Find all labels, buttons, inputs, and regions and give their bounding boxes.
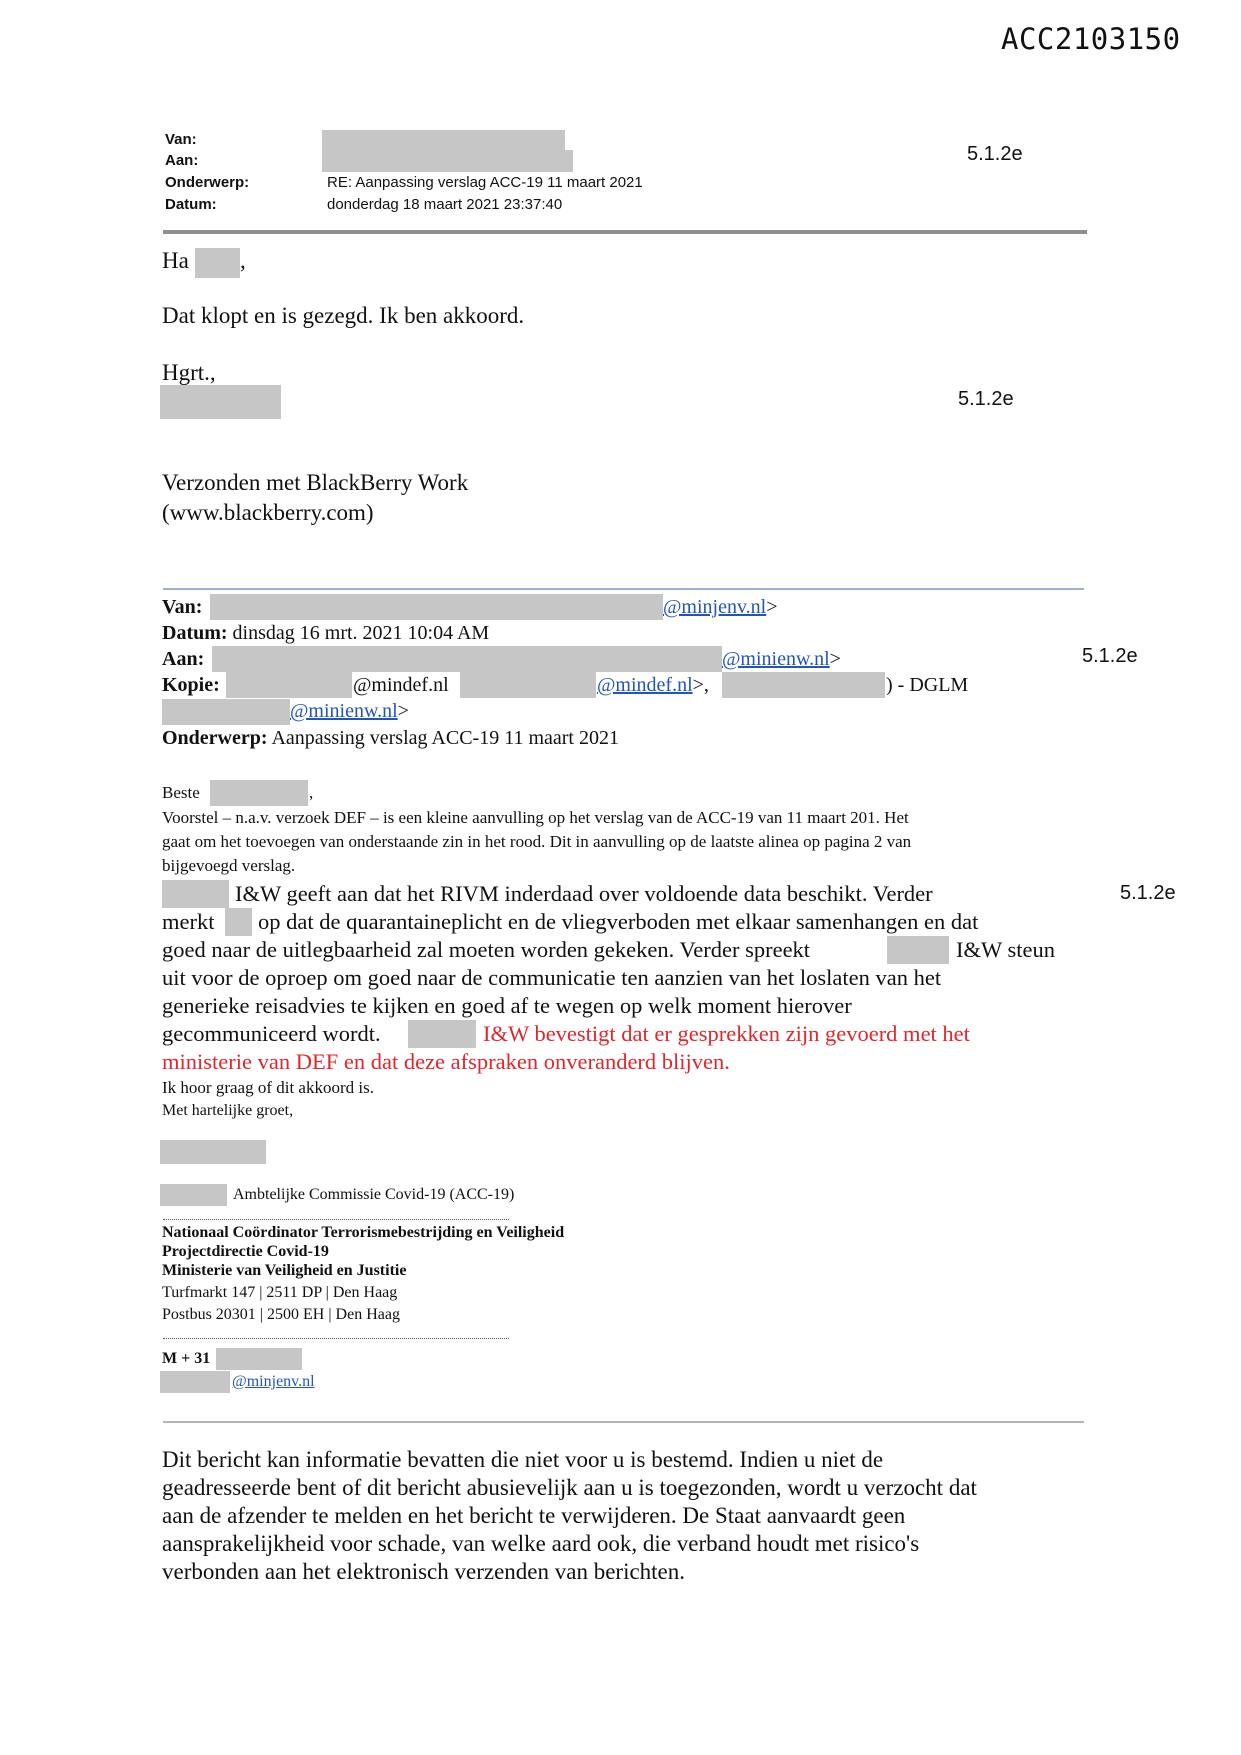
email2-cc-address2[interactable]: @mindef.nl>, — [597, 674, 709, 696]
email2-from-domain[interactable]: @minjenv.nl — [663, 596, 767, 618]
signature-role: Ambtelijke Commissie Covid-19 (ACC-19) — [233, 1186, 515, 1203]
email1-body: Dat klopt en is gezegd. Ik ben akkoord. — [162, 303, 525, 328]
disclaimer-line3: aan de afzender te melden en het bericht te verwijderen. De Staat aanvaardt geen — [162, 1503, 906, 1528]
signature-postbus: Postbus 20301 | 2500 EH | Den Haag — [162, 1306, 400, 1323]
disclaimer-divider — [163, 1421, 1084, 1423]
email2-intro-line1: Voorstel – n.a.v. verzoek DEF – is een kleine aanvulling op het verslag van de ACC-19 van 11 maart 201. Het — [162, 808, 909, 827]
email2-salutation-comma: , — [309, 783, 314, 802]
redaction-signature-name — [160, 385, 281, 419]
document-id: ACC2103150 — [1001, 22, 1181, 56]
proposal-line3b: I&W steun — [956, 937, 1055, 962]
email2-cc-domain2[interactable]: @mindef.nl — [597, 674, 693, 696]
proposal-line1: I&W geeft aan dat het RIVM inderdaad over voldoende data beschikt. Verder — [235, 881, 933, 906]
email2-cc-label: Kopie: — [162, 674, 220, 696]
disclaimer-line4: aansprakelijkheid voor schade, van welke aard ook, die verband houdt met risico's — [162, 1531, 920, 1556]
email1-subject-label: Onderwerp: — [165, 174, 250, 191]
redaction-name — [195, 248, 240, 278]
redaction-name — [210, 780, 308, 806]
email2-date-line: Datum: dinsdag 16 mrt. 2021 10:04 AM — [162, 622, 490, 644]
email2-from-address[interactable]: @minjenv.nl> — [663, 596, 778, 618]
email1-greeting-comma: , — [240, 248, 246, 273]
email2-ask: Ik hoor graag of dit akkoord is. — [162, 1078, 374, 1097]
email2-salutation: Beste — [162, 783, 200, 802]
redaction-to — [322, 150, 573, 172]
proposal-red-line1: I&W bevestigt dat er gesprekken zijn gevoerd met het — [483, 1021, 970, 1046]
signature-email-domain[interactable]: @minjenv.nl — [232, 1373, 315, 1390]
email1-greeting: Ha — [162, 248, 189, 273]
disclaimer-line2: geadresseerde bent of dit bericht abusievelijk aan u is toegezonden, wordt u verzocht dat — [162, 1475, 977, 1500]
email2-from-label: Van: — [162, 596, 203, 618]
email2-to-label: Aan: — [162, 648, 205, 670]
redaction-recipient — [212, 646, 722, 672]
email2-cc-dglm: ) - DGLM — [886, 674, 969, 696]
redaction-cc4 — [162, 699, 290, 725]
email2-cc-address3[interactable]: @minienw.nl> — [290, 700, 409, 722]
redaction-cc1 — [226, 672, 352, 698]
signature-org2: Projectdirectie Covid-19 — [162, 1243, 329, 1260]
signature-divider — [163, 1219, 509, 1220]
redaction-email-user — [160, 1371, 230, 1393]
quote-divider — [163, 588, 1084, 590]
redaction-name — [408, 1020, 476, 1048]
email1-sent-with: Verzonden met BlackBerry Work — [162, 470, 469, 495]
redaction-code: 5.1.2e — [967, 143, 1023, 165]
proposal-line6: gecommuniceerd wordt. — [162, 1021, 381, 1046]
redaction-signature-name — [160, 1140, 266, 1164]
email1-date-label: Datum: — [165, 196, 217, 213]
signature-mobile-label: M + 31 — [162, 1350, 211, 1367]
email1-from-label: Van: — [165, 131, 197, 148]
email1-closing: Hgrt., — [162, 360, 216, 385]
redaction-name — [162, 880, 229, 908]
email1-subject: RE: Aanpassing verslag ACC-19 11 maart 2021 — [327, 174, 643, 191]
email2-regards: Met hartelijke groet, — [162, 1102, 294, 1119]
signature-org1: Nationaal Coördinator Terrorismebestrijding en Veiligheid — [162, 1224, 565, 1241]
email2-intro-line3: bijgevoegd verslag. — [162, 856, 296, 875]
email1-sent-with-url: (www.blackberry.com) — [162, 500, 374, 525]
disclaimer-line5: verbonden aan het elektronisch verzenden van berichten. — [162, 1559, 686, 1584]
redaction-sender — [210, 594, 663, 620]
email1-to-label: Aan: — [165, 152, 199, 169]
proposal-line5: generieke reisadvies te kijken en goed af te wegen op welk moment hierover — [162, 993, 852, 1018]
redaction-code: 5.1.2e — [958, 388, 1014, 410]
signature-divider — [163, 1338, 509, 1339]
proposal-red-line2: ministerie van DEF en dat deze afspraken onveranderd blijven. — [162, 1049, 730, 1074]
proposal-line2a: merkt — [162, 909, 215, 934]
redaction-from — [322, 130, 565, 152]
email2-intro-line2: gaat om het toevoegen van onderstaande zin in het rood. Dit in aanvulling op de laatste alinea op pagina 2 van — [162, 832, 912, 851]
signature-address: Turfmarkt 147 | 2511 DP | Den Haag — [162, 1284, 398, 1301]
header-divider — [163, 230, 1087, 234]
signature-org3: Ministerie van Veiligheid en Justitie — [162, 1262, 407, 1279]
redaction-cc2 — [460, 672, 596, 698]
redaction-phone — [216, 1348, 302, 1370]
email2-cc-domain1: @mindef.nl — [353, 674, 449, 696]
email1-date: donderdag 18 maart 2021 23:37:40 — [327, 196, 563, 213]
email2-cc-domain3[interactable]: @minienw.nl — [290, 700, 398, 722]
disclaimer-line1: Dit bericht kan informatie bevatten die niet voor u is bestemd. Indien u niet de — [162, 1447, 884, 1472]
redaction-cc3 — [722, 672, 885, 698]
proposal-line3a: goed naar de uitlegbaarheid zal moeten worden gekeken. Verder spreekt — [162, 937, 811, 962]
redaction-code: 5.1.2e — [1120, 882, 1176, 904]
email2-subject-line: Onderwerp: Aanpassing verslag ACC-19 11 maart 2021 — [162, 727, 619, 749]
redaction-name — [225, 908, 252, 936]
email2-to-domain[interactable]: @minienw.nl — [722, 648, 830, 670]
email2-to-address[interactable]: @minienw.nl> — [722, 648, 841, 670]
redaction-name — [887, 936, 949, 964]
proposal-line4: uit voor de oproep om goed naar de communicatie ten aanzien van het loslaten van het — [162, 965, 942, 990]
proposal-line2b: op dat de quarantaineplicht en de vliegverboden met elkaar samenhangen en dat — [258, 909, 979, 934]
redaction-title — [160, 1184, 227, 1206]
redaction-code: 5.1.2e — [1082, 645, 1138, 667]
